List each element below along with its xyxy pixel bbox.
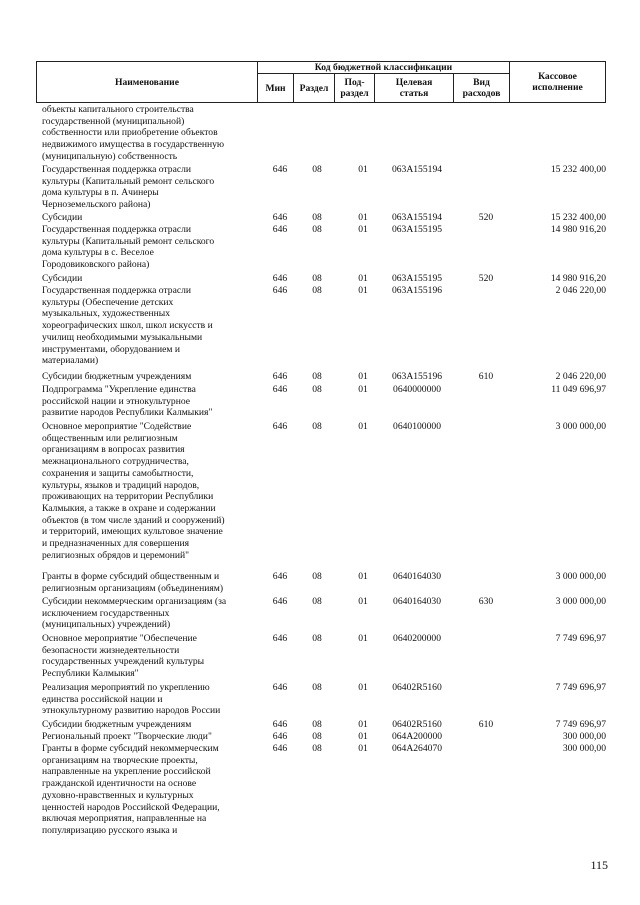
row-min: 646	[272, 224, 288, 235]
row-sum: 3 000 000,00	[555, 596, 606, 607]
row-name-line: сохранения и защиты самобытности,	[42, 467, 194, 479]
row-name-line: материалами)	[42, 355, 99, 367]
header-vid	[453, 73, 510, 103]
row-min: 646	[272, 719, 288, 730]
header-razdel	[293, 73, 335, 103]
row-razdel: 08	[312, 633, 322, 644]
row-min: 646	[272, 633, 288, 644]
row-razdel: 08	[312, 731, 322, 742]
row-name-line: Калмыкия, а также в охране и содержании	[42, 502, 216, 514]
row-vid: 520	[478, 273, 494, 284]
row-name-line: религиозных обрядов и церемоний"	[42, 549, 190, 561]
row-celevaya: 0640200000	[393, 633, 441, 644]
row-celevaya: 06402R5160	[392, 682, 442, 693]
row-name	[42, 273, 268, 285]
row-name-line: (муниципальных) учреждений)	[42, 619, 171, 631]
row-podrazdel: 01	[358, 571, 368, 582]
row-razdel: 08	[312, 596, 322, 607]
row-celevaya: 063А155196	[391, 285, 443, 296]
row-min: 646	[272, 596, 288, 607]
row-podrazdel: 01	[358, 371, 368, 382]
row-name-line: государственных учреждений культуры	[42, 656, 205, 668]
header-celevaya	[374, 73, 454, 103]
row-name-line: межнационального сотрудничества,	[42, 456, 189, 468]
row-sum: 3 000 000,00	[555, 421, 606, 432]
row-name-line: российской нации и этнокультурное	[42, 395, 191, 407]
row-name	[42, 743, 268, 837]
header-vid-line1: Вид	[473, 77, 490, 88]
row-name-line: Черноземельского района)	[42, 199, 151, 211]
row-name-line: недвижимого имущества в государственную	[42, 139, 225, 151]
row-vid: 630	[478, 596, 494, 607]
row-podrazdel: 01	[358, 743, 368, 754]
row-razdel: 08	[312, 719, 322, 730]
row-name	[42, 633, 268, 680]
row-name-line: хореографических школ, школ искусств и	[42, 320, 213, 332]
row-name-line: этнокультурному развитию народов России	[42, 705, 221, 717]
row-min: 646	[272, 731, 288, 742]
row-sum: 300 000,00	[562, 731, 606, 742]
row-name	[42, 731, 268, 743]
row-name-line: безопасности жизнедеятельности	[42, 644, 180, 656]
row-name	[42, 571, 268, 594]
row-name-line: развитие народов Республики Калмыкия"	[42, 407, 213, 419]
row-razdel: 08	[312, 743, 322, 754]
row-min: 646	[272, 743, 288, 754]
row-vid: 520	[478, 212, 494, 223]
row-name-line: Субсидии бюджетным учреждениям	[42, 371, 192, 382]
row-name-line: собственности или приобретение объектов	[42, 127, 218, 139]
row-celevaya: 0640100000	[393, 421, 441, 432]
header-name	[36, 61, 258, 103]
row-name-line: Подпрограмма "Укрепление единства	[42, 384, 196, 395]
row-name-line: и территорий, имеющих культовое значение	[42, 526, 223, 538]
row-name-line: организациям на творческие проекты,	[42, 754, 198, 766]
row-celevaya: 0640000000	[393, 384, 441, 395]
row-razdel: 08	[312, 571, 322, 582]
header-kassa-line1: Кассовое	[538, 71, 577, 82]
row-podrazdel: 01	[358, 224, 368, 235]
row-podrazdel: 01	[358, 719, 368, 730]
row-razdel: 08	[312, 285, 322, 296]
row-name-line: Городовиковского района)	[42, 259, 150, 271]
row-sum: 7 749 696,97	[555, 719, 606, 730]
row-name-line: Субсидии некоммерческим организациям (за	[42, 596, 227, 607]
row-min: 646	[272, 571, 288, 582]
row-podrazdel: 01	[358, 731, 368, 742]
row-name	[42, 285, 268, 367]
row-razdel: 08	[312, 384, 322, 395]
row-name	[42, 224, 268, 271]
row-name-line: Гранты в форме субсидий некоммерческим	[42, 743, 219, 754]
row-celevaya: 0640164030	[393, 596, 441, 607]
row-min: 646	[272, 421, 288, 432]
row-name-line: организациям в вопросах развития	[42, 444, 185, 456]
row-name	[42, 384, 268, 419]
header-code-group-text: Код бюджетной классификации	[314, 62, 453, 73]
row-min: 646	[272, 285, 288, 296]
row-name-line: Государственная поддержка отрасли	[42, 164, 192, 175]
header-celevaya-line2: статья	[399, 88, 429, 99]
row-name-line: дома культуры в п. Ачинеры	[42, 187, 159, 199]
row-name-line: популяризацию русского языка и	[42, 824, 178, 836]
row-name-line: Государственная поддержка отрасли	[42, 224, 192, 235]
row-name	[42, 719, 268, 731]
header-kassa-line2: исполнение	[532, 82, 583, 93]
row-razdel: 08	[312, 421, 322, 432]
row-name-line: Региональный проект "Творческие люди"	[42, 731, 212, 742]
row-name-line: Реализация мероприятий по укреплению	[42, 682, 210, 693]
row-min: 646	[272, 273, 288, 284]
table-header	[36, 61, 606, 103]
row-podrazdel: 01	[358, 273, 368, 284]
header-min-text: Мин	[265, 82, 286, 94]
row-name-line: инструментами, оборудованием и	[42, 343, 181, 355]
row-name-line: направленные на укрепление российской	[42, 766, 211, 778]
row-name-line: исключением государственных	[42, 607, 170, 619]
row-name-line: музыкальных, художественных	[42, 308, 171, 320]
header-razdel-text: Раздел	[299, 82, 329, 94]
row-name	[42, 212, 268, 224]
row-celevaya: 0640164030	[393, 571, 441, 582]
header-podrazdel-line2: раздел	[340, 88, 369, 99]
row-name-line: культуры (Капитальный ремонт сельского	[42, 235, 215, 247]
row-razdel: 08	[312, 212, 322, 223]
row-razdel: 08	[312, 224, 322, 235]
row-podrazdel: 01	[358, 285, 368, 296]
row-name-line: училищ необходимыми музыкальными	[42, 331, 203, 343]
row-name-line: Основное мероприятие "Содействие	[42, 421, 192, 432]
row-name-line: Республики Калмыкия"	[42, 668, 139, 680]
row-min: 646	[272, 384, 288, 395]
header-min	[257, 73, 294, 103]
row-razdel: 08	[312, 682, 322, 693]
row-name	[42, 104, 268, 163]
row-celevaya: 064А264070	[391, 743, 443, 754]
row-vid: 610	[478, 371, 494, 382]
row-name-line: государственной (муниципальной)	[42, 115, 185, 127]
row-celevaya: 063А155194	[391, 212, 443, 223]
row-name-line: Субсидии	[42, 212, 83, 223]
row-sum: 2 046 220,00	[555, 285, 606, 296]
row-celevaya: 06402R5160	[392, 719, 442, 730]
row-name	[42, 421, 268, 561]
row-name	[42, 596, 268, 631]
row-celevaya: 063А155195	[391, 273, 443, 284]
row-podrazdel: 01	[358, 633, 368, 644]
row-name-line: Основное мероприятие "Обеспечение	[42, 633, 197, 644]
row-sum: 7 749 696,97	[555, 633, 606, 644]
row-podrazdel: 01	[358, 421, 368, 432]
row-name-line: Государственная поддержка отрасли	[42, 285, 192, 296]
row-celevaya: 064А200000	[391, 731, 443, 742]
row-celevaya: 063А155196	[391, 371, 443, 382]
row-name-line: культуры (Обеспечение детских	[42, 296, 174, 308]
row-name-line: общественным или религиозным	[42, 432, 178, 444]
header-vid-line2: расходов	[462, 88, 501, 99]
row-celevaya: 063А155195	[391, 224, 443, 235]
row-name-line: и предназначенных для совершения	[42, 538, 190, 550]
row-name-line: объекты капитального строительства	[42, 104, 194, 115]
row-name-line: Субсидии	[42, 273, 83, 284]
row-name-line: духовно-нравственных и культурных	[42, 789, 194, 801]
row-sum: 15 232 400,00	[550, 164, 606, 175]
row-name-line: дома культуры в с. Веселое	[42, 247, 154, 259]
row-name-line: Гранты в форме субсидий общественным и	[42, 571, 220, 582]
row-min: 646	[272, 682, 288, 693]
row-sum: 2 046 220,00	[555, 371, 606, 382]
header-celevaya-line1: Целевая	[395, 77, 433, 88]
row-name-line: проживающих на территории Республики	[42, 491, 214, 503]
row-sum: 3 000 000,00	[555, 571, 606, 582]
row-sum: 11 049 696,97	[551, 384, 606, 395]
row-name-line: (муниципальную) собственность	[42, 150, 178, 162]
header-podrazdel	[334, 73, 375, 103]
row-razdel: 08	[312, 371, 322, 382]
row-name-line: объектов (в том числе зданий и сооружений)	[42, 514, 225, 526]
row-sum: 14 980 916,20	[550, 224, 606, 235]
header-name-text: Наименование	[115, 76, 179, 88]
row-razdel: 08	[312, 164, 322, 175]
row-podrazdel: 01	[358, 596, 368, 607]
row-name-line: единства российской нации и	[42, 693, 163, 705]
row-vid: 610	[478, 719, 494, 730]
row-name	[42, 682, 268, 717]
row-name	[42, 371, 268, 383]
header-kassa	[509, 61, 606, 103]
row-celevaya: 063А155194	[391, 164, 443, 175]
row-podrazdel: 01	[358, 384, 368, 395]
row-podrazdel: 01	[358, 164, 368, 175]
row-podrazdel: 01	[358, 682, 368, 693]
row-min: 646	[272, 371, 288, 382]
row-min: 646	[272, 164, 288, 175]
row-name-line: ценностей народов Российской Федерации,	[42, 801, 220, 813]
row-name-line: культуры (Капитальный ремонт сельского	[42, 175, 215, 187]
row-min: 646	[272, 212, 288, 223]
page-number: 115	[590, 858, 608, 872]
row-sum: 14 980 916,20	[550, 273, 606, 284]
row-name-line: гражданской идентичности на основе	[42, 778, 197, 790]
header-podrazdel-line1: Под-	[344, 77, 365, 88]
row-name-line: культуры, языков и традиций народов,	[42, 479, 200, 491]
row-razdel: 08	[312, 273, 322, 284]
row-name-line: включая мероприятия, направленные на	[42, 813, 207, 825]
row-sum: 15 232 400,00	[550, 212, 606, 223]
row-name-line: Субсидии бюджетным учреждениям	[42, 719, 192, 730]
row-podrazdel: 01	[358, 212, 368, 223]
row-sum: 7 749 696,97	[555, 682, 606, 693]
row-name	[42, 164, 268, 211]
row-name-line: религиозным организациям (объединениям)	[42, 582, 224, 594]
row-sum: 300 000,00	[562, 743, 606, 754]
